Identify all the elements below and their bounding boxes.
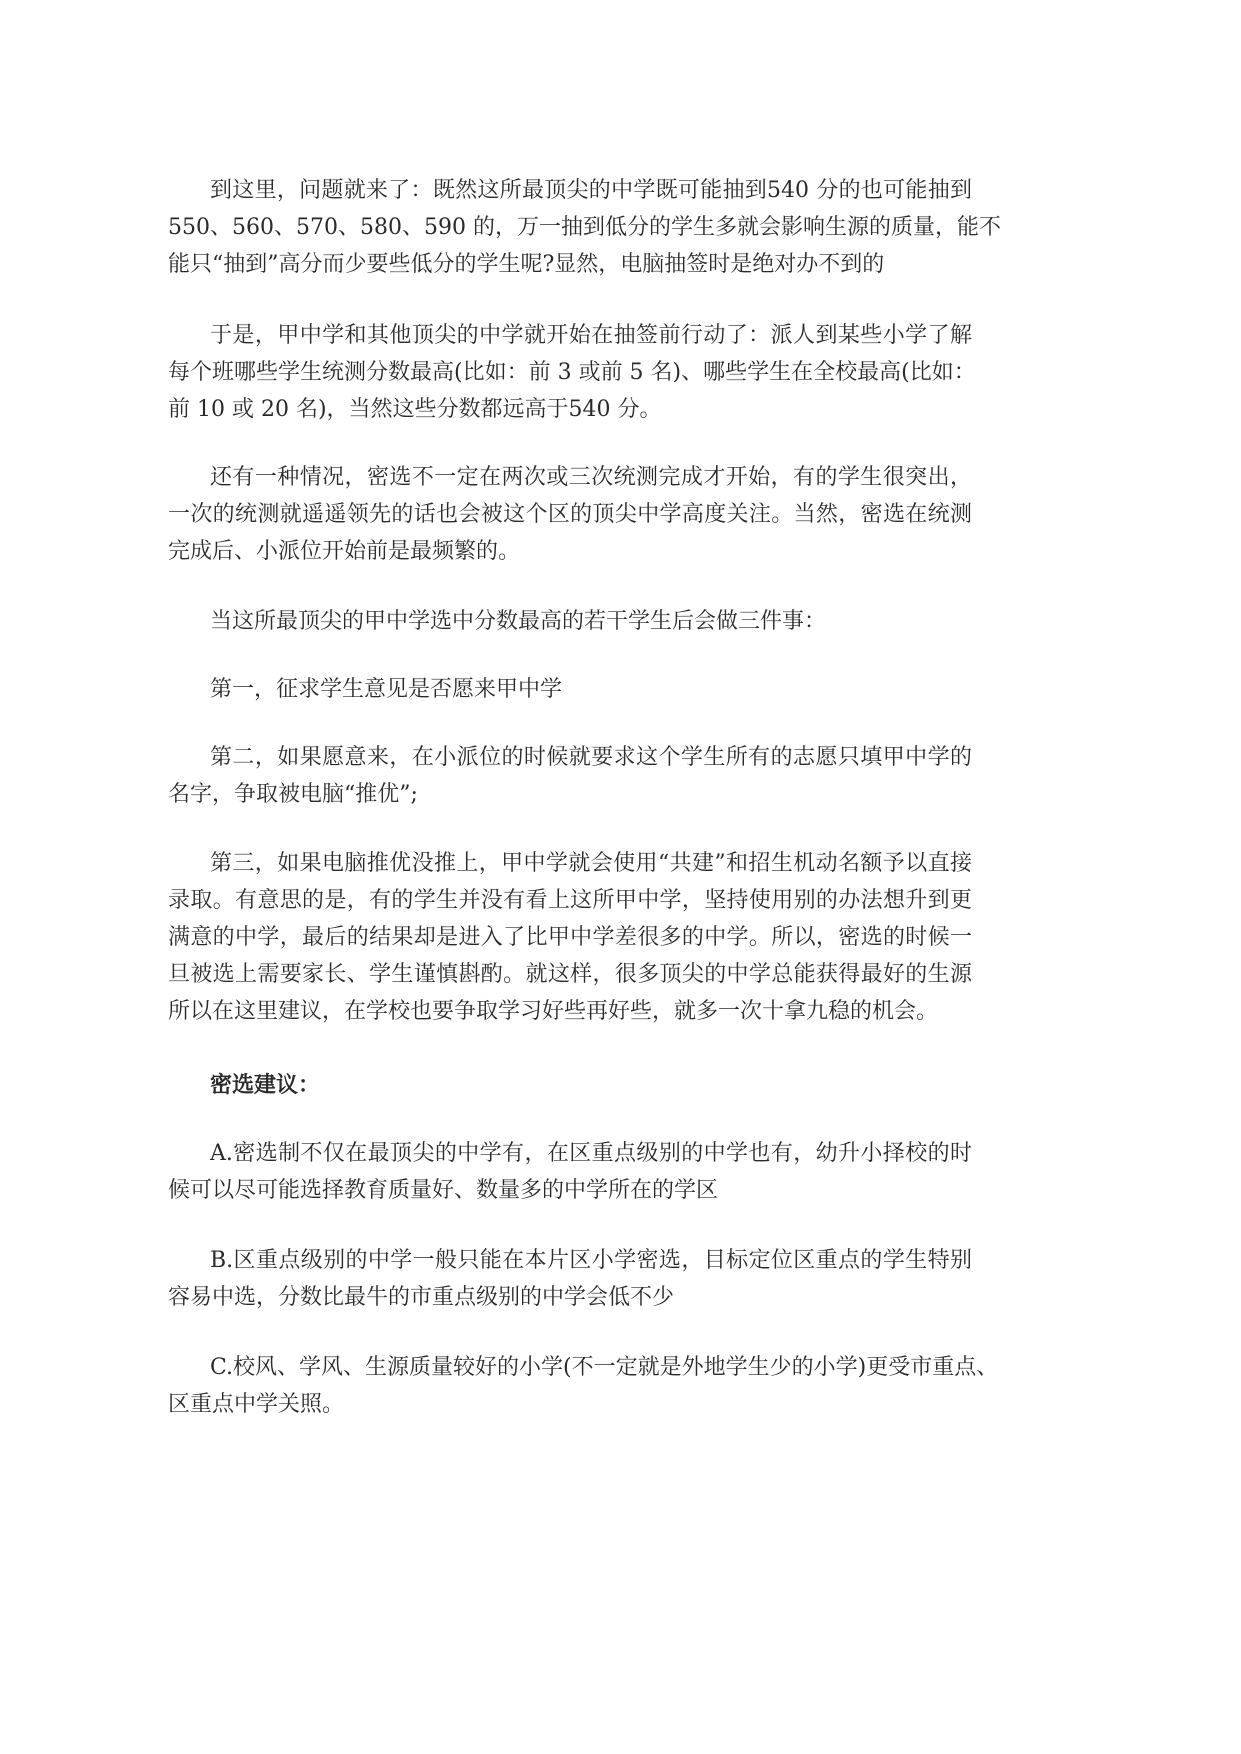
- paragraph-7: [168, 845, 972, 1030]
- text-line: 当这所最顶尖的甲中学选中分数最高的若干学生后会做三件事：: [210, 609, 827, 634]
- text-line: 满意的中学，最后的结果却是进入了比甲中学差很多的中学。所以，密选的时候一: [168, 925, 972, 950]
- text-line: 录取。有意思的是，有的学生并没有看上这所甲中学，坚持使用别的办法想升到更: [168, 888, 972, 913]
- text-line: 容易中选，分数比最牛的市重点级别的中学会低不少: [168, 1285, 675, 1310]
- text-line: 第一，征求学生意见是否愿来甲中学: [210, 677, 563, 702]
- text-line: B.区重点级别的中学一般只能在本片区小学密选，目标定位区重点的学生特别: [210, 1248, 972, 1273]
- paragraph-4: [168, 603, 972, 640]
- paragraph-1: [168, 172, 1001, 283]
- text-line: 旦被选上需要家长、学生谨慎斟酌。就这样，很多顶尖的中学总能获得最好的生源: [168, 962, 972, 987]
- text-line: C.校风、学风、生源质量较好的小学(不一定就是外地学生少的小学)更受市重点、: [210, 1355, 999, 1380]
- text-line: 候可以尽可能选择教育质量好、数量多的中学所在的学区: [168, 1178, 719, 1203]
- section-heading: [168, 1067, 972, 1104]
- paragraph-3: [168, 459, 972, 570]
- text-line: 第二，如果愿意来，在小派位的时候就要求这个学生所有的志愿只填甲中学的: [210, 745, 972, 770]
- suggestion-a: [168, 1135, 972, 1209]
- text-line: 前 10 或 20 名)，当然这些分数都远高于540 分。: [168, 397, 662, 422]
- text-line: 所以在这里建议，在学校也要争取学习好些再好些，就多一次十拿九稳的机会。: [168, 999, 939, 1024]
- heading-text: 密选建议：: [210, 1072, 321, 1098]
- text-line: 每个班哪些学生统测分数最高(比如：前 3 或前 5 名)、哪些学生在全校最高(比如：: [168, 360, 976, 385]
- suggestion-b: [168, 1242, 972, 1316]
- text-line: 第三，如果电脑推优没推上，甲中学就会使用“共建”和招生机动名额予以直接: [210, 851, 972, 876]
- text-line: 550、560、570、580、590 的，万一抽到低分的学生多就会影响生源的质量，能不: [168, 215, 1001, 240]
- text-line: 完成后、小派位开始前是最频繁的。: [168, 539, 521, 564]
- text-line: 还有一种情况，密选不一定在两次或三次统测完成才开始，有的学生很突出，: [210, 465, 972, 490]
- paragraph-5: [168, 671, 972, 708]
- text-line: A.密选制不仅在最顶尖的中学有，在区重点级别的中学也有，幼升小择校的时: [210, 1141, 972, 1166]
- suggestion-c: [168, 1349, 999, 1423]
- text-line: 区重点中学关照。: [168, 1392, 345, 1417]
- text-line: 能只“抽到”高分而少要些低分的学生呢?显然，电脑抽签时是绝对办不到的: [168, 252, 885, 277]
- text-line: 一次的统测就遥遥领先的话也会被这个区的顶尖中学高度关注。当然，密选在统测: [168, 502, 972, 527]
- text-line: 于是，甲中学和其他顶尖的中学就开始在抽签前行动了：派人到某些小学了解: [210, 323, 972, 348]
- paragraph-6: [168, 739, 972, 813]
- paragraph-2: [168, 317, 976, 428]
- text-line: 到这里，问题就来了：既然这所最顶尖的中学既可能抽到540 分的也可能抽到: [210, 178, 972, 203]
- text-line: 名字，争取被电脑“推优”;: [168, 782, 418, 807]
